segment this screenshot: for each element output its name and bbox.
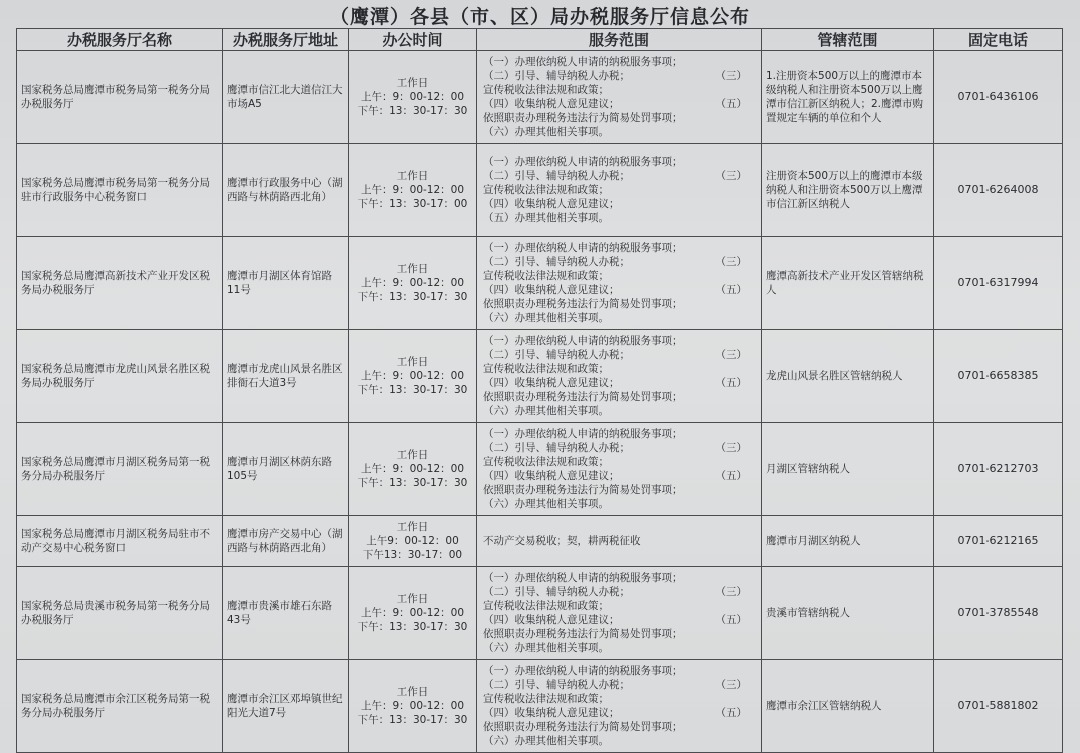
office-hours: 工作日 上午：9：00-12：00 下午：13：30-17：00 [349,144,477,237]
service-scope: （一）办理依纳税人申请的纳税服务事项； （二）引导、辅导纳税人办税； （三） 宣传税收法律法规和政策； （四）收集纳税人意见建议； （五） 依照职责办理税务违法行为简易处罚事项； （六）办理其他相关事项。 [477,423,762,516]
hall-address: 鹰潭市信江北大道信江大市场A5 [223,51,349,144]
service-scope: （一）办理依纳税人申请的纳税服务事项； （二）引导、辅导纳税人办税； （三） 宣传税收法律法规和政策； （四）收集纳税人意见建议； （五）办理其他相关事项。 [477,144,762,237]
jurisdiction: 1.注册资本500万以上的鹰潭市本级纳税人和注册资本500万以上鹰潭市信江新区纳税人；2.鹰潭市购置规定车辆的单位和个人 [762,51,934,144]
jurisdiction: 贵溪市管辖纳税人 [762,567,934,660]
office-hours: 工作日 上午9：00-12：00 下午13：30-17：00 [349,516,477,567]
hall-name: 国家税务总局鹰潭市税务局第一税务分局办税服务厅 [17,51,223,144]
header-hours: 办公时间 [349,29,477,51]
phone-number: 0701-6264008 [934,144,1063,237]
hall-name: 国家税务总局鹰潭市税务局第一税务分局驻市行政服务中心税务窗口 [17,144,223,237]
office-hours: 工作日 上午：9：00-12：00 下午：13：30-17：30 [349,51,477,144]
hall-name: 国家税务总局鹰潭市月湖区税务局第一税务分局办税服务厅 [17,423,223,516]
jurisdiction: 鹰潭高新技术产业开发区管辖纳税人 [762,237,934,330]
phone-number: 0701-6658385 [934,330,1063,423]
table-row [17,237,1063,330]
hall-address: 鹰潭市月湖区林荫东路105号 [223,423,349,516]
service-scope: （一）办理依纳税人申请的纳税服务事项； （二）引导、辅导纳税人办税； （三） 宣传税收法律法规和政策； （四）收集纳税人意见建议； （五） 依照职责办理税务违法行为简易处罚事项； （六）办理其他相关事项。 [477,567,762,660]
jurisdiction: 龙虎山风景名胜区管辖纳税人 [762,330,934,423]
header-phone: 固定电话 [934,29,1063,51]
service-scope: （一）办理依纳税人申请的纳税服务事项； （二）引导、辅导纳税人办税； （三） 宣传税收法律法规和政策； （四）收集纳税人意见建议； （五） 依照职责办理税务违法行为简易处罚事项； （六）办理其他相关事项。 [477,330,762,423]
service-scope: （一）办理依纳税人申请的纳税服务事项； （二）引导、辅导纳税人办税； （三） 宣传税收法律法规和政策； （四）收集纳税人意见建议； （五） 依照职责办理税务违法行为简易处罚事项； （六）办理其他相关事项。 [477,51,762,144]
phone-number: 0701-3785548 [934,567,1063,660]
service-scope: （一）办理依纳税人申请的纳税服务事项； （二）引导、辅导纳税人办税； （三） 宣传税收法律法规和政策； （四）收集纳税人意见建议； （五） 依照职责办理税务违法行为简易处罚事项； （六）办理其他相关事项。 [477,237,762,330]
page-title: （鹰潭）各县（市、区）局办税服务厅信息公布 [329,6,750,28]
hall-name: 国家税务总局鹰潭高新技术产业开发区税务局办税服务厅 [17,237,223,330]
office-hours: 工作日 上午：9：00-12：00 下午：13：30-17：30 [349,330,477,423]
jurisdiction: 注册资本500万以上的鹰潭市本级纳税人和注册资本500万以上鹰潭市信江新区纳税人 [762,144,934,237]
office-hours: 工作日 上午：9：00-12：00 下午：13：30-17：30 [349,567,477,660]
table-row [17,567,1063,660]
phone-number: 0701-6212165 [934,516,1063,567]
header-name: 办税服务厅名称 [17,29,223,51]
header-address: 办税服务厅地址 [223,29,349,51]
jurisdiction: 鹰潭市余江区管辖纳税人 [762,660,934,753]
hall-address: 鹰潭市月湖区体育馆路11号 [223,237,349,330]
service-hall-table [16,28,1063,753]
header-service-scope: 服务范围 [477,29,762,51]
header-jurisdiction: 管辖范围 [762,29,934,51]
phone-number: 0701-6436106 [934,51,1063,144]
hall-address: 鹰潭市房产交易中心（湖西路与林荫路西北角） [223,516,349,567]
service-scope: 不动产交易税收；契，耕两税征收 [477,516,762,567]
office-hours: 工作日 上午：9：00-12：00 下午：13：30-17：30 [349,423,477,516]
table-row [17,144,1063,237]
table-row [17,423,1063,516]
hall-address: 鹰潭市龙虎山风景名胜区排衙石大道3号 [223,330,349,423]
phone-number: 0701-6317994 [934,237,1063,330]
jurisdiction: 鹰潭市月湖区纳税人 [762,516,934,567]
table-row [17,660,1063,753]
hall-address: 鹰潭市余江区邓埠镇世纪阳光大道7号 [223,660,349,753]
jurisdiction: 月湖区管辖纳税人 [762,423,934,516]
table-row [17,330,1063,423]
service-scope: （一）办理依纳税人申请的纳税服务事项； （二）引导、辅导纳税人办税； （三） 宣传税收法律法规和政策； （四）收集纳税人意见建议； （五） 依照职责办理税务违法行为简易处罚事项； （六）办理其他相关事项。 [477,660,762,753]
hall-address: 鹰潭市贵溪市雄石东路43号 [223,567,349,660]
table-row [17,516,1063,567]
hall-name: 国家税务总局贵溪市税务局第一税务分局办税服务厅 [17,567,223,660]
hall-address: 鹰潭市行政服务中心（湖西路与林荫路西北角） [223,144,349,237]
hall-name: 国家税务总局鹰潭市余江区税务局第一税务分局办税服务厅 [17,660,223,753]
table-header-row [17,29,1063,51]
office-hours: 工作日 上午：9：00-12：00 下午：13：30-17：30 [349,237,477,330]
phone-number: 0701-5881802 [934,660,1063,753]
office-hours: 工作日 上午：9：00-12：00 下午：13：30-17：30 [349,660,477,753]
hall-name: 国家税务总局鹰潭市龙虎山风景名胜区税务局办税服务厅 [17,330,223,423]
table-row [17,51,1063,144]
hall-name: 国家税务总局鹰潭市月湖区税务局驻市不动产交易中心税务窗口 [17,516,223,567]
phone-number: 0701-6212703 [934,423,1063,516]
